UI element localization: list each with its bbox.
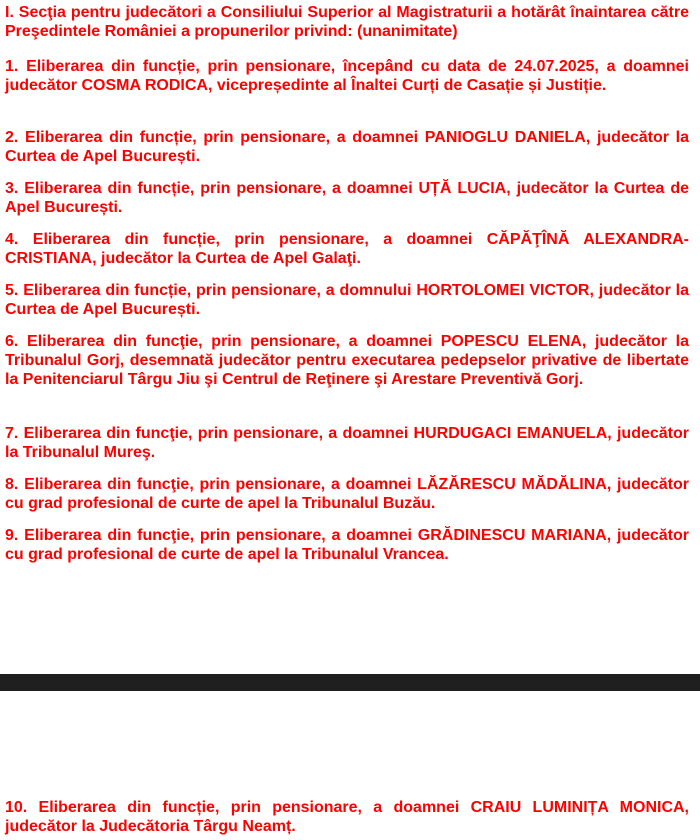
intro-paragraph: I. Secţia pentru judecători a Consiliului Superior al Magistraturii a hotărât înaintarea către Preşedintele României a propunerilor privind: (unanimitate) [5, 4, 689, 40]
list-item-8: 8. Eliberarea din funcţie, prin pensionare, a doamnei LĂZĂRESCU MĂDĂLINA, judecător cu grad profesional de curte de apel la Tribunalul Buzău. [5, 476, 689, 512]
list-item-1: 1. Eliberarea din funcție, prin pensionare, începând cu data de 24.07.2025, a doamnei judecător COSMA RODICA, vicepreședinte al Înaltei Curți de Casație și Justiție. [5, 58, 689, 94]
list-item-3: 3. Eliberarea din funcție, prin pensionare, a doamnei UȚĂ LUCIA, judecător la Curtea de Apel București. [5, 180, 689, 216]
list-item-10: 10. Eliberarea din funcție, prin pensionare, a doamnei CRAIU LUMINIȚA MONICA, judecător la Judecătoria Târgu Neamț. [5, 799, 689, 835]
list-item-4: 4. Eliberarea din funcție, prin pensionare, a doamnei CĂPĂŢÎNĂ ALEXANDRA-CRISTIANA, judecător la Curtea de Apel Galaţi. [5, 231, 689, 267]
list-item-7: 7. Eliberarea din funcţie, prin pensionare, a doamnei HURDUGACI EMANUELA, judecător la Tribunalul Mureş. [5, 425, 689, 461]
list-item-2: 2. Eliberarea din funcție, prin pensionare, a doamnei PANIOGLU DANIELA, judecător la Curtea de Apel București. [5, 129, 689, 165]
list-item-5: 5. Eliberarea din funcție, prin pensionare, a domnului HORTOLOMEI VICTOR, judecător la Curtea de Apel București. [5, 282, 689, 318]
list-item-6: 6. Eliberarea din funcţie, prin pensionare, a doamnei POPESCU ELENA, judecător la Tribunalul Gorj, desemnată judecător pentru executarea pedepselor privative de libertate la Penitenciarul Târgu Jiu şi Centrul de Reţinere şi Arestare Preventivă Gorj. [5, 333, 689, 388]
page-break-divider [0, 674, 700, 691]
list-item-9: 9. Eliberarea din funcţie, prin pensionare, a doamnei GRĂDINESCU MARIANA, judecător cu grad profesional de curte de apel la Tribunalul Vrancea. [5, 527, 689, 563]
